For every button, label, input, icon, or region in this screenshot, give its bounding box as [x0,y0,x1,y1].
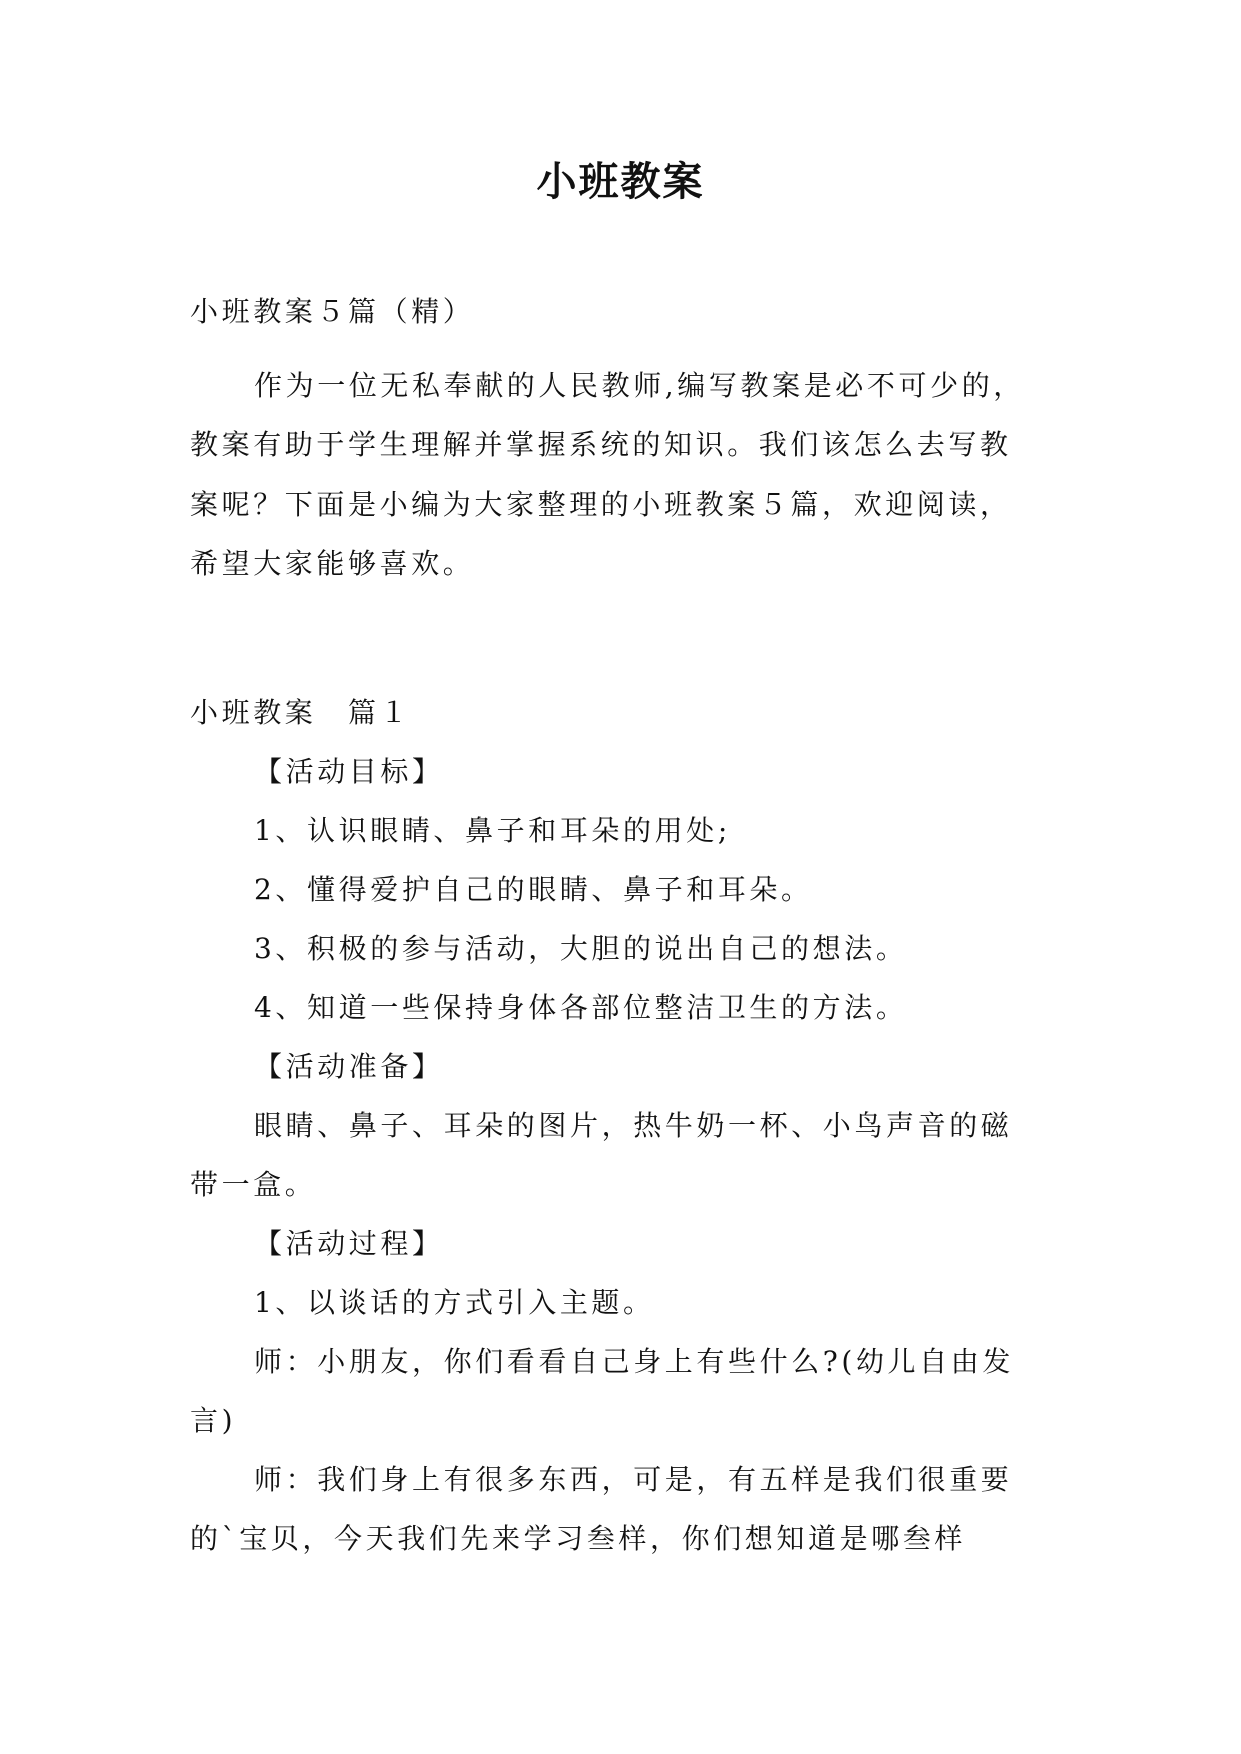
document-subtitle: 小班教案５篇（精） [190,295,475,328]
body-line: 的`宝贝，今天我们先来学习叁样，你们想知道是哪叁样 [190,1522,967,1555]
intro-line: 作为一位无私奉献的人民教师,编写教案是必不可少的， [254,369,1025,402]
intro-line: 教案有助于学生理解并掌握系统的知识。我们该怎么去写教 [190,428,1012,461]
body-line: 眼睛、鼻子、耳朵的图片，热牛奶一杯、小鸟声音的磁 [254,1109,1013,1142]
body-line: 言) [190,1404,237,1437]
body-line: 2、懂得爱护自己的眼睛、鼻子和耳朵。 [254,873,813,906]
body-line: 4、知道一些保持身体各部位整洁卫生的方法。 [254,991,908,1024]
intro-line: 希望大家能够喜欢。 [190,547,475,580]
body-line: 1、以谈话的方式引入主题。 [254,1286,655,1319]
document-title: 小班教案 [536,158,705,205]
body-line: 师：我们身上有很多东西，可是，有五样是我们很重要 [254,1463,1013,1496]
intro-line: 案呢？下面是小编为大家整理的小班教案５篇，欢迎阅读， [190,488,1012,521]
body-line: 3、积极的参与活动，大胆的说出自己的想法。 [254,932,908,965]
subsection-heading: 【活动过程】 [254,1227,444,1260]
body-line: 1、认识眼睛、鼻子和耳朵的用处; [254,814,731,847]
subsection-heading: 【活动目标】 [254,755,444,788]
subsection-heading: 【活动准备】 [254,1050,444,1083]
body-line: 带一盒。 [190,1168,317,1201]
section-heading: 小班教案 篇１ [190,696,412,729]
body-line: 师：小朋友，你们看看自己身上有些什么?(幼儿自由发 [254,1345,1014,1378]
